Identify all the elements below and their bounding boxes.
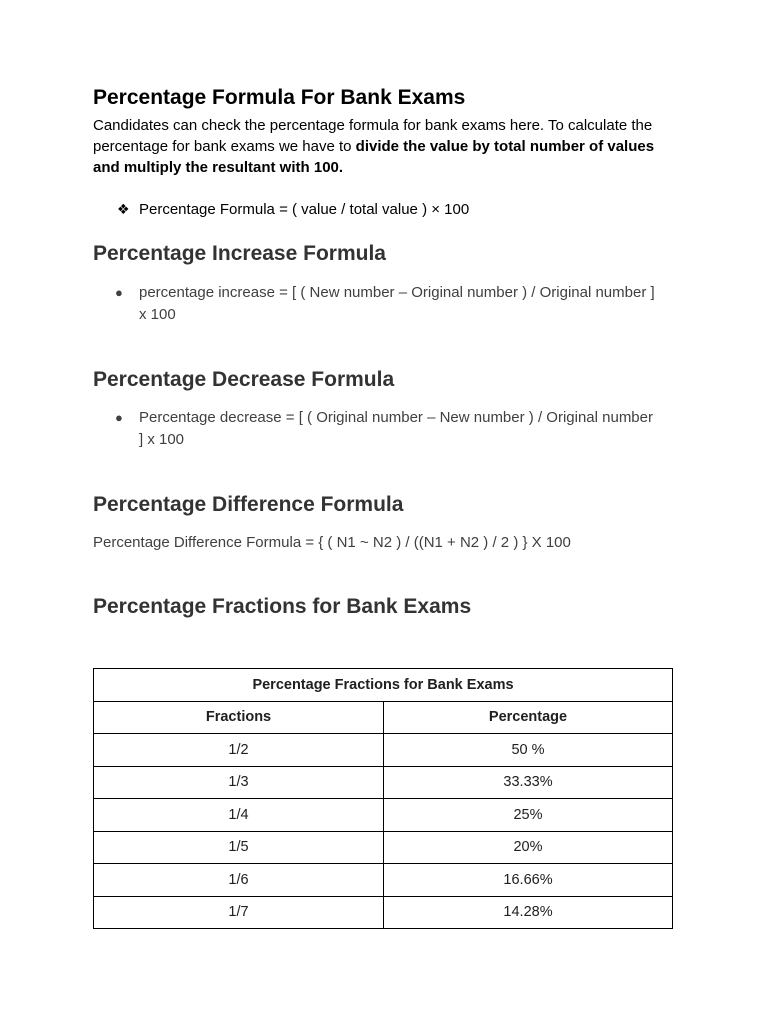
round-bullet-icon: ● — [115, 285, 123, 300]
column-header-percentage: Percentage — [384, 701, 673, 734]
fractions-table — [93, 668, 673, 929]
main-title: Percentage Formula For Bank Exams — [93, 86, 466, 109]
increase-formula-item — [115, 282, 655, 326]
fraction-cell: 1/7 — [94, 896, 384, 929]
diamond-bullet-icon: ❖ — [117, 201, 130, 217]
fractions-heading: Percentage Fractions for Bank Exams — [93, 595, 472, 618]
fraction-cell: 1/4 — [94, 799, 384, 832]
intro-text: Candidates can check the percentage formula for bank exams here. To calculate the percentage for bank exams we have to — [93, 117, 653, 155]
fraction-cell: 1/6 — [94, 864, 384, 897]
difference-heading: Percentage Difference Formula — [93, 493, 404, 516]
increase-formula-text: percentage increase = [ ( New number – Original number ) / Original number ] x 100 — [139, 284, 655, 323]
table-row — [94, 831, 673, 864]
percentage-cell: 25% — [384, 799, 673, 832]
percentage-formula-text: Percentage Formula = ( value / total value ) × 100 — [139, 201, 470, 218]
table-row — [94, 734, 673, 767]
column-header-fractions: Fractions — [94, 701, 384, 734]
percentage-cell: 14.28% — [384, 896, 673, 929]
table-header-row — [94, 701, 673, 734]
fraction-cell: 1/3 — [94, 766, 384, 799]
intro-paragraph — [93, 115, 663, 178]
table-row — [94, 799, 673, 832]
percentage-cell: 50 % — [384, 734, 673, 767]
decrease-formula-item — [115, 407, 655, 451]
table-title-row — [94, 669, 673, 702]
table-row — [94, 896, 673, 929]
fraction-cell: 1/5 — [94, 831, 384, 864]
percentage-formula-item — [117, 199, 469, 220]
difference-formula-text: Percentage Difference Formula = { ( N1 ~ N2 ) / ((N1 + N2 ) / 2 ) } X 100 — [93, 534, 571, 551]
increase-heading: Percentage Increase Formula — [93, 242, 386, 265]
round-bullet-icon: ● — [115, 410, 123, 425]
table-title: Percentage Fractions for Bank Exams — [94, 669, 673, 702]
intro-bold-text: divide the value by total number of values and multiply the resultant with 100. — [93, 138, 655, 176]
table-row — [94, 864, 673, 897]
percentage-cell: 16.66% — [384, 864, 673, 897]
decrease-heading: Percentage Decrease Formula — [93, 368, 395, 391]
percentage-cell: 33.33% — [384, 766, 673, 799]
table-row — [94, 766, 673, 799]
fraction-cell: 1/2 — [94, 734, 384, 767]
decrease-formula-text: Percentage decrease = [ ( Original number – New number ) / Original number ] x 100 — [139, 409, 653, 448]
percentage-cell: 20% — [384, 831, 673, 864]
